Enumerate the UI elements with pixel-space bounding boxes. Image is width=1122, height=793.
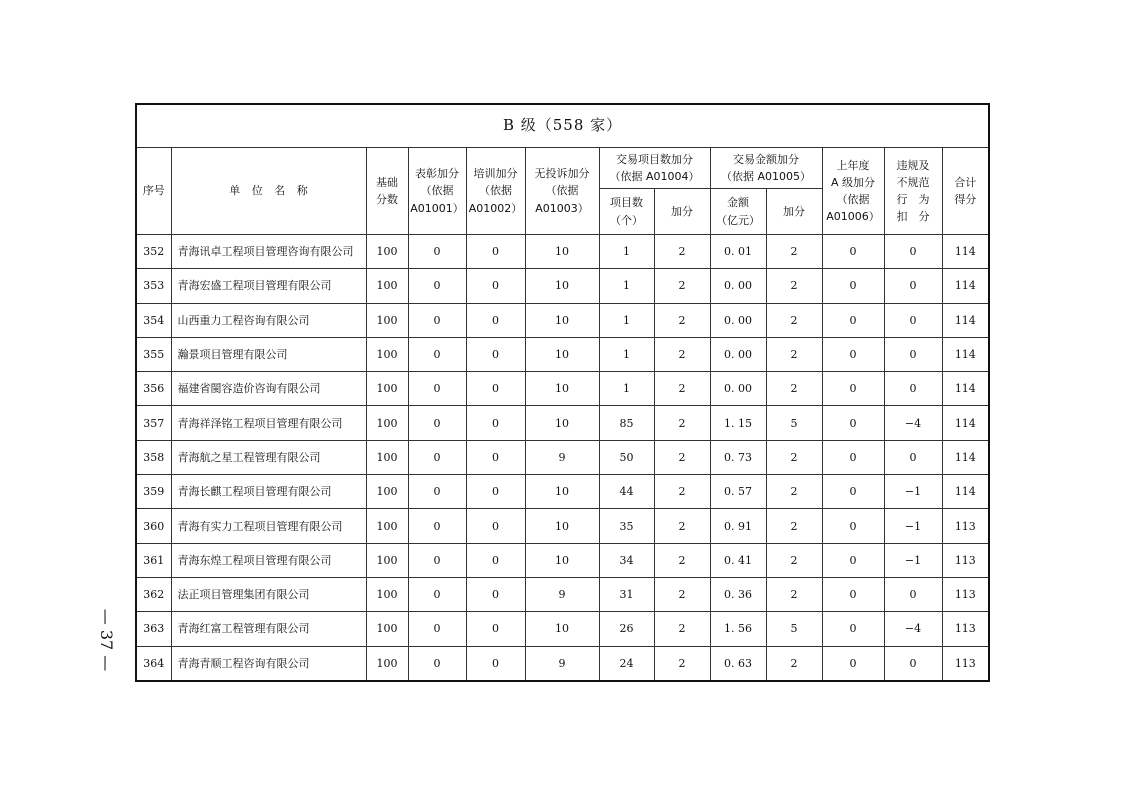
cell-base: 100 xyxy=(366,337,408,371)
cell-trade-amount: 1. 15 xyxy=(710,406,766,440)
cell-commend: 0 xyxy=(408,440,466,474)
table-row xyxy=(136,372,989,406)
cell-base: 100 xyxy=(366,509,408,543)
cell-commend: 0 xyxy=(408,235,466,269)
cell-trade-amount: 0. 36 xyxy=(710,577,766,611)
cell-trade-amount-bonus: 2 xyxy=(766,543,822,577)
header-name: 单 位 名 称 xyxy=(171,148,366,235)
cell-seq: 364 xyxy=(136,646,171,681)
cell-base: 100 xyxy=(366,475,408,509)
cell-seq: 361 xyxy=(136,543,171,577)
table-title: B 级（558 家） xyxy=(136,104,989,148)
header-violation: 违规及 不规范 行 为 扣 分 xyxy=(884,148,942,235)
cell-trade-amount: 0. 01 xyxy=(710,235,766,269)
cell-trade-amount-bonus: 2 xyxy=(766,269,822,303)
cell-total: 113 xyxy=(942,509,989,543)
cell-trade-count: 31 xyxy=(599,577,654,611)
cell-no-complaint: 10 xyxy=(525,406,599,440)
cell-seq: 363 xyxy=(136,612,171,646)
header-no-complaint: 无投诉加分 （依据 A01003） xyxy=(525,148,599,235)
cell-trade-amount: 0. 00 xyxy=(710,269,766,303)
header-training: 培训加分 （依据 A01002） xyxy=(466,148,525,235)
cell-trade-count: 1 xyxy=(599,337,654,371)
table-row xyxy=(136,406,989,440)
cell-violation: 0 xyxy=(884,646,942,681)
header-last-year-a: 上年度 A 级加分 （依据 A01006） xyxy=(822,148,884,235)
table-body xyxy=(136,235,989,682)
cell-name: 青海长麒工程项目管理有限公司 xyxy=(171,475,366,509)
cell-trade-count-bonus: 2 xyxy=(654,235,710,269)
cell-trade-amount: 1. 56 xyxy=(710,612,766,646)
cell-name: 青海讯卓工程项目管理咨询有限公司 xyxy=(171,235,366,269)
cell-total: 114 xyxy=(942,269,989,303)
cell-trade-amount-bonus: 2 xyxy=(766,372,822,406)
table-row xyxy=(136,475,989,509)
cell-base: 100 xyxy=(366,612,408,646)
cell-training: 0 xyxy=(466,612,525,646)
cell-training: 0 xyxy=(466,337,525,371)
cell-violation: −4 xyxy=(884,612,942,646)
cell-trade-amount-bonus: 2 xyxy=(766,475,822,509)
cell-total: 114 xyxy=(942,303,989,337)
cell-no-complaint: 10 xyxy=(525,543,599,577)
header-trade-amount-group: 交易金额加分 （依据 A01005） xyxy=(710,148,822,189)
score-table-container xyxy=(135,103,988,682)
cell-trade-count: 35 xyxy=(599,509,654,543)
cell-name: 青海航之星工程管理有限公司 xyxy=(171,440,366,474)
cell-last-year-a: 0 xyxy=(822,577,884,611)
cell-no-complaint: 10 xyxy=(525,303,599,337)
cell-base: 100 xyxy=(366,646,408,681)
cell-trade-amount-bonus: 2 xyxy=(766,509,822,543)
table-row xyxy=(136,269,989,303)
cell-trade-amount: 0. 00 xyxy=(710,303,766,337)
cell-trade-amount: 0. 57 xyxy=(710,475,766,509)
cell-base: 100 xyxy=(366,577,408,611)
cell-violation: 0 xyxy=(884,337,942,371)
cell-training: 0 xyxy=(466,646,525,681)
cell-name: 青海宏盛工程项目管理有限公司 xyxy=(171,269,366,303)
header-base: 基础 分数 xyxy=(366,148,408,235)
cell-total: 114 xyxy=(942,440,989,474)
cell-seq: 360 xyxy=(136,509,171,543)
cell-seq: 355 xyxy=(136,337,171,371)
header-trade-count-group: 交易项目数加分 （依据 A01004） xyxy=(599,148,710,189)
table-row xyxy=(136,303,989,337)
cell-total: 113 xyxy=(942,543,989,577)
cell-no-complaint: 9 xyxy=(525,440,599,474)
cell-seq: 359 xyxy=(136,475,171,509)
cell-violation: −1 xyxy=(884,543,942,577)
cell-training: 0 xyxy=(466,440,525,474)
cell-name: 山西重力工程咨询有限公司 xyxy=(171,303,366,337)
cell-name: 瀚景项目管理有限公司 xyxy=(171,337,366,371)
cell-trade-count-bonus: 2 xyxy=(654,440,710,474)
cell-seq: 352 xyxy=(136,235,171,269)
cell-violation: 0 xyxy=(884,303,942,337)
cell-trade-amount-bonus: 5 xyxy=(766,406,822,440)
table-row xyxy=(136,337,989,371)
cell-trade-amount-bonus: 2 xyxy=(766,337,822,371)
cell-violation: 0 xyxy=(884,577,942,611)
score-table xyxy=(135,103,990,682)
cell-training: 0 xyxy=(466,577,525,611)
cell-trade-count-bonus: 2 xyxy=(654,543,710,577)
header-trade-amount-bonus: 加分 xyxy=(766,189,822,235)
cell-trade-count: 26 xyxy=(599,612,654,646)
cell-no-complaint: 10 xyxy=(525,612,599,646)
cell-training: 0 xyxy=(466,303,525,337)
cell-no-complaint: 10 xyxy=(525,337,599,371)
cell-base: 100 xyxy=(366,372,408,406)
cell-last-year-a: 0 xyxy=(822,269,884,303)
cell-no-complaint: 10 xyxy=(525,269,599,303)
cell-trade-count-bonus: 2 xyxy=(654,406,710,440)
table-row xyxy=(136,577,989,611)
cell-last-year-a: 0 xyxy=(822,372,884,406)
header-seq: 序号 xyxy=(136,148,171,235)
cell-no-complaint: 9 xyxy=(525,646,599,681)
cell-violation: 0 xyxy=(884,372,942,406)
cell-commend: 0 xyxy=(408,577,466,611)
table-row xyxy=(136,543,989,577)
cell-name: 法正项目管理集团有限公司 xyxy=(171,577,366,611)
cell-violation: 0 xyxy=(884,440,942,474)
cell-name: 青海有实力工程项目管理有限公司 xyxy=(171,509,366,543)
cell-trade-count: 1 xyxy=(599,269,654,303)
cell-training: 0 xyxy=(466,372,525,406)
cell-trade-amount: 0. 00 xyxy=(710,372,766,406)
table-row xyxy=(136,440,989,474)
cell-last-year-a: 0 xyxy=(822,646,884,681)
cell-violation: −4 xyxy=(884,406,942,440)
cell-total: 114 xyxy=(942,406,989,440)
cell-no-complaint: 10 xyxy=(525,235,599,269)
cell-trade-count: 85 xyxy=(599,406,654,440)
header-trade-count: 项目数 （个） xyxy=(599,189,654,235)
cell-seq: 357 xyxy=(136,406,171,440)
cell-training: 0 xyxy=(466,475,525,509)
cell-last-year-a: 0 xyxy=(822,612,884,646)
cell-trade-count: 1 xyxy=(599,303,654,337)
cell-name: 青海祥泽铭工程项目管理有限公司 xyxy=(171,406,366,440)
cell-commend: 0 xyxy=(408,303,466,337)
cell-trade-amount: 0. 00 xyxy=(710,337,766,371)
cell-trade-amount: 0. 63 xyxy=(710,646,766,681)
cell-trade-count-bonus: 2 xyxy=(654,475,710,509)
cell-no-complaint: 9 xyxy=(525,577,599,611)
cell-base: 100 xyxy=(366,269,408,303)
cell-commend: 0 xyxy=(408,509,466,543)
cell-trade-count: 44 xyxy=(599,475,654,509)
cell-trade-count: 50 xyxy=(599,440,654,474)
cell-total: 114 xyxy=(942,475,989,509)
cell-trade-count: 34 xyxy=(599,543,654,577)
cell-commend: 0 xyxy=(408,337,466,371)
cell-trade-amount-bonus: 2 xyxy=(766,303,822,337)
cell-trade-amount-bonus: 2 xyxy=(766,646,822,681)
cell-trade-count-bonus: 2 xyxy=(654,577,710,611)
cell-no-complaint: 10 xyxy=(525,475,599,509)
cell-trade-count-bonus: 2 xyxy=(654,337,710,371)
cell-training: 0 xyxy=(466,509,525,543)
cell-last-year-a: 0 xyxy=(822,303,884,337)
cell-commend: 0 xyxy=(408,543,466,577)
cell-trade-amount: 0. 91 xyxy=(710,509,766,543)
cell-last-year-a: 0 xyxy=(822,440,884,474)
header-trade-amount: 金额 （亿元） xyxy=(710,189,766,235)
cell-trade-count-bonus: 2 xyxy=(654,303,710,337)
cell-commend: 0 xyxy=(408,372,466,406)
cell-trade-amount-bonus: 2 xyxy=(766,235,822,269)
cell-trade-count: 24 xyxy=(599,646,654,681)
cell-total: 114 xyxy=(942,372,989,406)
cell-trade-count-bonus: 2 xyxy=(654,612,710,646)
cell-total: 113 xyxy=(942,646,989,681)
cell-last-year-a: 0 xyxy=(822,475,884,509)
cell-trade-count: 1 xyxy=(599,235,654,269)
cell-training: 0 xyxy=(466,406,525,440)
table-row xyxy=(136,509,989,543)
cell-name: 青海红富工程管理有限公司 xyxy=(171,612,366,646)
cell-base: 100 xyxy=(366,543,408,577)
cell-seq: 354 xyxy=(136,303,171,337)
cell-no-complaint: 10 xyxy=(525,509,599,543)
cell-trade-count: 1 xyxy=(599,372,654,406)
cell-trade-amount: 0. 73 xyxy=(710,440,766,474)
cell-no-complaint: 10 xyxy=(525,372,599,406)
cell-last-year-a: 0 xyxy=(822,543,884,577)
cell-total: 114 xyxy=(942,235,989,269)
cell-training: 0 xyxy=(466,269,525,303)
cell-violation: −1 xyxy=(884,475,942,509)
cell-seq: 353 xyxy=(136,269,171,303)
header-commend: 表彰加分 （依据 A01001） xyxy=(408,148,466,235)
cell-trade-count-bonus: 2 xyxy=(654,372,710,406)
cell-seq: 356 xyxy=(136,372,171,406)
cell-seq: 362 xyxy=(136,577,171,611)
page-number: — 37 — xyxy=(97,608,117,672)
header-trade-count-bonus: 加分 xyxy=(654,189,710,235)
cell-commend: 0 xyxy=(408,646,466,681)
cell-last-year-a: 0 xyxy=(822,235,884,269)
cell-trade-count-bonus: 2 xyxy=(654,509,710,543)
cell-trade-amount: 0. 41 xyxy=(710,543,766,577)
cell-violation: 0 xyxy=(884,235,942,269)
cell-trade-count-bonus: 2 xyxy=(654,269,710,303)
cell-base: 100 xyxy=(366,440,408,474)
cell-violation: 0 xyxy=(884,269,942,303)
header-total: 合计 得分 xyxy=(942,148,989,235)
cell-trade-count-bonus: 2 xyxy=(654,646,710,681)
table-row xyxy=(136,235,989,269)
cell-commend: 0 xyxy=(408,475,466,509)
cell-total: 113 xyxy=(942,612,989,646)
table-row xyxy=(136,612,989,646)
cell-base: 100 xyxy=(366,406,408,440)
cell-trade-amount-bonus: 2 xyxy=(766,440,822,474)
cell-name: 福建省閩容造价咨询有限公司 xyxy=(171,372,366,406)
table-row xyxy=(136,646,989,681)
cell-training: 0 xyxy=(466,543,525,577)
cell-trade-amount-bonus: 2 xyxy=(766,577,822,611)
cell-last-year-a: 0 xyxy=(822,509,884,543)
cell-name: 青海东煌工程项目管理有限公司 xyxy=(171,543,366,577)
cell-last-year-a: 0 xyxy=(822,337,884,371)
cell-name: 青海青顺工程咨询有限公司 xyxy=(171,646,366,681)
cell-training: 0 xyxy=(466,235,525,269)
cell-trade-amount-bonus: 5 xyxy=(766,612,822,646)
cell-base: 100 xyxy=(366,235,408,269)
cell-commend: 0 xyxy=(408,406,466,440)
cell-commend: 0 xyxy=(408,612,466,646)
cell-last-year-a: 0 xyxy=(822,406,884,440)
cell-violation: −1 xyxy=(884,509,942,543)
cell-seq: 358 xyxy=(136,440,171,474)
cell-total: 114 xyxy=(942,337,989,371)
cell-total: 113 xyxy=(942,577,989,611)
cell-commend: 0 xyxy=(408,269,466,303)
cell-base: 100 xyxy=(366,303,408,337)
